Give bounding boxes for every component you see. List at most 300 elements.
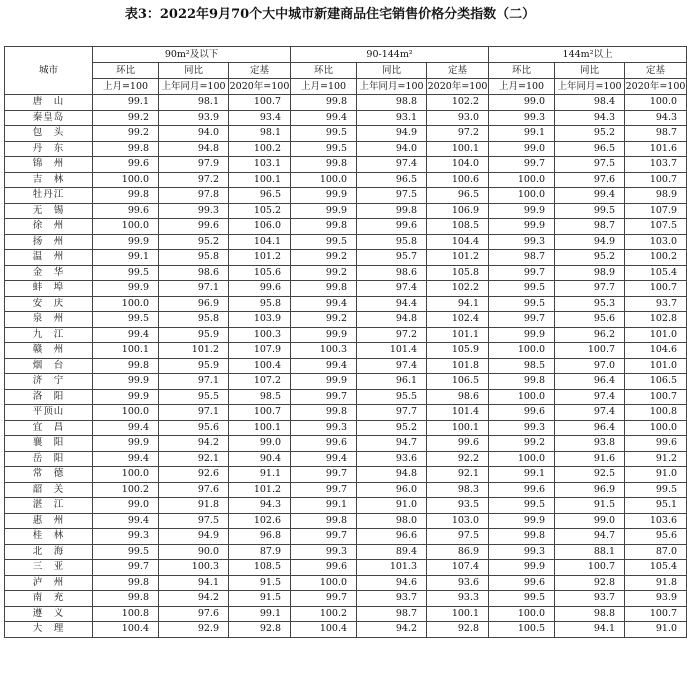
index-value-cell: 95.5 bbox=[159, 389, 229, 405]
index-value-cell: 91.8 bbox=[625, 575, 687, 591]
index-value-cell: 99.9 bbox=[489, 203, 555, 219]
table-row bbox=[5, 498, 687, 514]
index-value-cell: 99.3 bbox=[489, 110, 555, 126]
index-value-cell: 98.7 bbox=[489, 250, 555, 266]
index-value-cell: 92.9 bbox=[159, 622, 229, 638]
index-value-cell: 101.4 bbox=[357, 343, 427, 359]
index-value-cell: 99.8 bbox=[489, 529, 555, 545]
index-value-cell: 99.4 bbox=[93, 327, 159, 343]
city-name-cell: 韶 关 bbox=[5, 482, 93, 498]
table-row bbox=[5, 157, 687, 173]
index-value-cell: 100.0 bbox=[489, 172, 555, 188]
index-value-cell: 97.1 bbox=[159, 281, 229, 297]
index-value-cell: 94.9 bbox=[159, 529, 229, 545]
index-value-cell: 99.8 bbox=[291, 405, 357, 421]
index-value-cell: 94.3 bbox=[625, 110, 687, 126]
index-value-cell: 99.8 bbox=[93, 188, 159, 204]
city-name-cell: 泉 州 bbox=[5, 312, 93, 328]
index-value-cell: 99.9 bbox=[489, 219, 555, 235]
index-value-cell: 99.8 bbox=[93, 358, 159, 374]
index-value-cell: 99.8 bbox=[291, 157, 357, 173]
index-value-cell: 99.9 bbox=[93, 436, 159, 452]
table-row bbox=[5, 250, 687, 266]
index-value-cell: 97.8 bbox=[159, 188, 229, 204]
index-value-cell: 95.8 bbox=[229, 296, 291, 312]
index-value-cell: 96.8 bbox=[229, 529, 291, 545]
index-value-cell: 95.2 bbox=[159, 234, 229, 250]
index-value-cell: 97.9 bbox=[159, 157, 229, 173]
city-name-cell: 大 理 bbox=[5, 622, 93, 638]
index-value-cell: 100.2 bbox=[229, 141, 291, 157]
index-value-cell: 107.9 bbox=[229, 343, 291, 359]
header-sub-label: 同比 bbox=[555, 63, 625, 79]
index-value-cell: 94.9 bbox=[555, 234, 625, 250]
index-value-cell: 99.8 bbox=[291, 219, 357, 235]
index-value-cell: 95.9 bbox=[159, 358, 229, 374]
table-row bbox=[5, 591, 687, 607]
index-value-cell: 107.9 bbox=[625, 203, 687, 219]
index-value-cell: 97.7 bbox=[357, 405, 427, 421]
city-name-cell: 宜 昌 bbox=[5, 420, 93, 436]
index-value-cell: 99.6 bbox=[357, 219, 427, 235]
index-value-cell: 90.4 bbox=[229, 451, 291, 467]
index-value-cell: 100.0 bbox=[489, 389, 555, 405]
index-value-cell: 94.9 bbox=[357, 126, 427, 142]
index-value-cell: 93.0 bbox=[427, 110, 489, 126]
index-value-cell: 95.6 bbox=[625, 529, 687, 545]
index-value-cell: 99.5 bbox=[291, 126, 357, 142]
index-value-cell: 86.9 bbox=[427, 544, 489, 560]
city-name-cell: 丹 东 bbox=[5, 141, 93, 157]
index-value-cell: 103.9 bbox=[229, 312, 291, 328]
index-value-cell: 99.5 bbox=[489, 498, 555, 514]
index-value-cell: 100.3 bbox=[229, 327, 291, 343]
index-value-cell: 92.1 bbox=[159, 451, 229, 467]
header-group-small: 90m²及以下 bbox=[93, 47, 291, 63]
index-value-cell: 98.7 bbox=[357, 606, 427, 622]
index-value-cell: 97.4 bbox=[357, 358, 427, 374]
index-value-cell: 99.0 bbox=[555, 513, 625, 529]
table-header bbox=[5, 47, 687, 95]
index-value-cell: 99.3 bbox=[93, 529, 159, 545]
table-row bbox=[5, 374, 687, 390]
city-name-cell: 襄 阳 bbox=[5, 436, 93, 452]
index-value-cell: 99.7 bbox=[291, 591, 357, 607]
index-value-cell: 96.2 bbox=[555, 327, 625, 343]
table-row bbox=[5, 606, 687, 622]
index-value-cell: 95.1 bbox=[625, 498, 687, 514]
index-value-cell: 107.2 bbox=[229, 374, 291, 390]
index-value-cell: 107.5 bbox=[625, 219, 687, 235]
city-name-cell: 北 海 bbox=[5, 544, 93, 560]
index-value-cell: 99.3 bbox=[489, 234, 555, 250]
table-row bbox=[5, 343, 687, 359]
index-value-cell: 102.2 bbox=[427, 95, 489, 111]
index-value-cell: 100.1 bbox=[93, 343, 159, 359]
index-value-cell: 108.5 bbox=[427, 219, 489, 235]
header-sub-label: 定基 bbox=[427, 63, 489, 79]
index-value-cell: 99.4 bbox=[291, 451, 357, 467]
index-value-cell: 99.9 bbox=[93, 234, 159, 250]
index-value-cell: 99.9 bbox=[489, 327, 555, 343]
index-value-cell: 99.1 bbox=[93, 95, 159, 111]
index-value-cell: 94.7 bbox=[555, 529, 625, 545]
index-value-cell: 99.5 bbox=[291, 141, 357, 157]
index-value-cell: 97.2 bbox=[427, 126, 489, 142]
index-value-cell: 88.1 bbox=[555, 544, 625, 560]
index-value-cell: 94.6 bbox=[357, 575, 427, 591]
index-value-cell: 99.9 bbox=[291, 188, 357, 204]
index-value-cell: 93.9 bbox=[159, 110, 229, 126]
price-index-table bbox=[4, 46, 687, 638]
index-value-cell: 97.4 bbox=[555, 389, 625, 405]
index-value-cell: 97.5 bbox=[357, 188, 427, 204]
city-name-cell: 锦 州 bbox=[5, 157, 93, 173]
index-value-cell: 93.1 bbox=[357, 110, 427, 126]
index-value-cell: 93.7 bbox=[555, 591, 625, 607]
index-value-cell: 105.8 bbox=[427, 265, 489, 281]
index-value-cell: 98.1 bbox=[229, 126, 291, 142]
index-value-cell: 99.5 bbox=[555, 203, 625, 219]
index-value-cell: 99.3 bbox=[291, 420, 357, 436]
header-sub-label: 同比 bbox=[357, 63, 427, 79]
index-value-cell: 99.7 bbox=[489, 157, 555, 173]
table-row bbox=[5, 544, 687, 560]
header-base-label: 上年同月=100 bbox=[357, 79, 427, 95]
index-value-cell: 100.0 bbox=[625, 420, 687, 436]
table-row bbox=[5, 529, 687, 545]
table-row bbox=[5, 219, 687, 235]
index-value-cell: 95.8 bbox=[159, 312, 229, 328]
index-value-cell: 100.7 bbox=[625, 389, 687, 405]
header-base-label: 上月=100 bbox=[489, 79, 555, 95]
index-value-cell: 92.8 bbox=[229, 622, 291, 638]
city-name-cell: 金 华 bbox=[5, 265, 93, 281]
city-name-cell: 烟 台 bbox=[5, 358, 93, 374]
index-value-cell: 100.6 bbox=[427, 172, 489, 188]
index-value-cell: 99.7 bbox=[291, 529, 357, 545]
index-value-cell: 100.4 bbox=[229, 358, 291, 374]
index-value-cell: 96.0 bbox=[357, 482, 427, 498]
index-value-cell: 100.3 bbox=[159, 560, 229, 576]
city-name-cell: 遵 义 bbox=[5, 606, 93, 622]
index-value-cell: 103.7 bbox=[625, 157, 687, 173]
table-row bbox=[5, 172, 687, 188]
index-value-cell: 94.3 bbox=[229, 498, 291, 514]
index-value-cell: 100.0 bbox=[291, 575, 357, 591]
index-value-cell: 97.7 bbox=[555, 281, 625, 297]
index-value-cell: 99.8 bbox=[93, 591, 159, 607]
index-value-cell: 100.7 bbox=[229, 95, 291, 111]
index-value-cell: 105.4 bbox=[625, 265, 687, 281]
city-name-cell: 牡丹江 bbox=[5, 188, 93, 204]
index-value-cell: 93.7 bbox=[357, 591, 427, 607]
index-value-cell: 97.5 bbox=[427, 529, 489, 545]
index-value-cell: 92.2 bbox=[427, 451, 489, 467]
index-value-cell: 94.0 bbox=[159, 126, 229, 142]
city-name-cell: 徐 州 bbox=[5, 219, 93, 235]
city-name-cell: 济 宁 bbox=[5, 374, 93, 390]
header-sub-row bbox=[5, 63, 687, 79]
index-value-cell: 98.9 bbox=[555, 265, 625, 281]
city-name-cell: 三 亚 bbox=[5, 560, 93, 576]
index-value-cell: 105.4 bbox=[625, 560, 687, 576]
index-value-cell: 100.2 bbox=[93, 482, 159, 498]
index-value-cell: 99.2 bbox=[291, 312, 357, 328]
index-value-cell: 99.5 bbox=[93, 544, 159, 560]
index-value-cell: 91.6 bbox=[555, 451, 625, 467]
city-name-cell: 唐 山 bbox=[5, 95, 93, 111]
index-value-cell: 106.9 bbox=[427, 203, 489, 219]
index-value-cell: 96.5 bbox=[229, 188, 291, 204]
index-value-cell: 100.1 bbox=[427, 606, 489, 622]
index-value-cell: 101.4 bbox=[427, 405, 489, 421]
index-value-cell: 101.8 bbox=[427, 358, 489, 374]
index-value-cell: 100.0 bbox=[93, 172, 159, 188]
index-value-cell: 94.1 bbox=[427, 296, 489, 312]
index-value-cell: 99.4 bbox=[93, 420, 159, 436]
header-base-label: 2020年=100 bbox=[625, 79, 687, 95]
index-value-cell: 95.2 bbox=[555, 250, 625, 266]
index-value-cell: 101.3 bbox=[357, 560, 427, 576]
table-row bbox=[5, 327, 687, 343]
index-value-cell: 99.3 bbox=[291, 544, 357, 560]
index-value-cell: 99.1 bbox=[489, 467, 555, 483]
index-value-cell: 95.3 bbox=[555, 296, 625, 312]
index-value-cell: 94.1 bbox=[159, 575, 229, 591]
index-value-cell: 99.3 bbox=[159, 203, 229, 219]
index-value-cell: 100.0 bbox=[489, 451, 555, 467]
index-value-cell: 99.6 bbox=[229, 281, 291, 297]
index-value-cell: 91.2 bbox=[625, 451, 687, 467]
index-value-cell: 99.3 bbox=[489, 420, 555, 436]
city-name-cell: 泸 州 bbox=[5, 575, 93, 591]
index-value-cell: 99.8 bbox=[357, 203, 427, 219]
index-value-cell: 93.6 bbox=[357, 451, 427, 467]
city-name-cell: 岳 阳 bbox=[5, 451, 93, 467]
index-value-cell: 91.0 bbox=[625, 467, 687, 483]
index-value-cell: 87.9 bbox=[229, 544, 291, 560]
index-value-cell: 94.2 bbox=[357, 622, 427, 638]
index-value-cell: 97.0 bbox=[555, 358, 625, 374]
city-name-cell: 蚌 埠 bbox=[5, 281, 93, 297]
index-value-cell: 99.8 bbox=[291, 95, 357, 111]
index-value-cell: 96.6 bbox=[357, 529, 427, 545]
city-name-cell: 赣 州 bbox=[5, 343, 93, 359]
index-value-cell: 87.0 bbox=[625, 544, 687, 560]
index-value-cell: 99.4 bbox=[291, 358, 357, 374]
index-value-cell: 100.2 bbox=[291, 606, 357, 622]
index-value-cell: 99.6 bbox=[489, 405, 555, 421]
header-base-label: 上年同月=100 bbox=[555, 79, 625, 95]
index-value-cell: 99.9 bbox=[93, 281, 159, 297]
table-body bbox=[5, 95, 687, 638]
index-value-cell: 99.9 bbox=[489, 560, 555, 576]
city-name-cell: 南 充 bbox=[5, 591, 93, 607]
index-value-cell: 99.4 bbox=[93, 513, 159, 529]
index-value-cell: 100.2 bbox=[625, 250, 687, 266]
index-value-cell: 94.8 bbox=[357, 312, 427, 328]
index-value-cell: 92.8 bbox=[555, 575, 625, 591]
index-value-cell: 93.8 bbox=[555, 436, 625, 452]
city-name-cell: 秦皇岛 bbox=[5, 110, 93, 126]
header-base-label: 上月=100 bbox=[93, 79, 159, 95]
index-value-cell: 98.8 bbox=[555, 606, 625, 622]
index-value-cell: 100.0 bbox=[291, 172, 357, 188]
index-value-cell: 100.0 bbox=[93, 296, 159, 312]
index-value-cell: 99.0 bbox=[229, 436, 291, 452]
index-value-cell: 99.5 bbox=[489, 296, 555, 312]
table-row bbox=[5, 389, 687, 405]
city-name-cell: 洛 阳 bbox=[5, 389, 93, 405]
index-value-cell: 91.5 bbox=[229, 591, 291, 607]
city-name-cell: 桂 林 bbox=[5, 529, 93, 545]
index-value-cell: 99.5 bbox=[489, 591, 555, 607]
header-sub-label: 环比 bbox=[93, 63, 159, 79]
index-value-cell: 94.2 bbox=[159, 591, 229, 607]
index-value-cell: 100.7 bbox=[555, 560, 625, 576]
index-value-cell: 105.9 bbox=[427, 343, 489, 359]
index-value-cell: 95.8 bbox=[357, 234, 427, 250]
index-value-cell: 101.2 bbox=[427, 250, 489, 266]
index-value-cell: 101.2 bbox=[159, 343, 229, 359]
index-value-cell: 99.9 bbox=[291, 203, 357, 219]
index-value-cell: 102.6 bbox=[229, 513, 291, 529]
index-value-cell: 98.1 bbox=[159, 95, 229, 111]
index-value-cell: 98.7 bbox=[625, 126, 687, 142]
index-value-cell: 106.0 bbox=[229, 219, 291, 235]
index-value-cell: 99.7 bbox=[291, 389, 357, 405]
index-value-cell: 99.9 bbox=[291, 374, 357, 390]
index-value-cell: 91.5 bbox=[555, 498, 625, 514]
index-value-cell: 98.9 bbox=[625, 188, 687, 204]
city-name-cell: 吉 林 bbox=[5, 172, 93, 188]
index-value-cell: 99.6 bbox=[489, 482, 555, 498]
index-value-cell: 99.1 bbox=[93, 250, 159, 266]
index-value-cell: 99.6 bbox=[93, 203, 159, 219]
header-base-row bbox=[5, 79, 687, 95]
index-value-cell: 100.1 bbox=[229, 420, 291, 436]
index-value-cell: 97.4 bbox=[357, 157, 427, 173]
index-value-cell: 98.0 bbox=[357, 513, 427, 529]
index-value-cell: 97.1 bbox=[159, 405, 229, 421]
table-row bbox=[5, 622, 687, 638]
index-value-cell: 100.5 bbox=[489, 622, 555, 638]
index-value-cell: 104.4 bbox=[427, 234, 489, 250]
index-value-cell: 93.7 bbox=[625, 296, 687, 312]
index-value-cell: 97.1 bbox=[159, 374, 229, 390]
header-sub-label: 同比 bbox=[159, 63, 229, 79]
index-value-cell: 97.4 bbox=[357, 281, 427, 297]
index-value-cell: 100.1 bbox=[427, 141, 489, 157]
table-row bbox=[5, 575, 687, 591]
index-value-cell: 93.5 bbox=[427, 498, 489, 514]
index-value-cell: 102.2 bbox=[427, 281, 489, 297]
index-value-cell: 100.7 bbox=[625, 281, 687, 297]
index-value-cell: 96.4 bbox=[555, 420, 625, 436]
index-value-cell: 99.2 bbox=[93, 126, 159, 142]
index-value-cell: 93.9 bbox=[625, 591, 687, 607]
index-value-cell: 99.2 bbox=[93, 110, 159, 126]
index-value-cell: 101.2 bbox=[229, 482, 291, 498]
index-value-cell: 99.4 bbox=[93, 451, 159, 467]
index-value-cell: 99.8 bbox=[489, 374, 555, 390]
index-value-cell: 97.2 bbox=[159, 172, 229, 188]
index-value-cell: 100.7 bbox=[625, 172, 687, 188]
index-value-cell: 94.3 bbox=[555, 110, 625, 126]
index-value-cell: 95.9 bbox=[159, 327, 229, 343]
index-value-cell: 98.5 bbox=[489, 358, 555, 374]
index-value-cell: 100.1 bbox=[427, 420, 489, 436]
index-value-cell: 91.5 bbox=[229, 575, 291, 591]
city-name-cell: 平顶山 bbox=[5, 405, 93, 421]
index-value-cell: 108.5 bbox=[229, 560, 291, 576]
index-value-cell: 95.2 bbox=[555, 126, 625, 142]
index-value-cell: 99.7 bbox=[489, 312, 555, 328]
city-name-cell: 无 锡 bbox=[5, 203, 93, 219]
header-sub-label: 环比 bbox=[291, 63, 357, 79]
index-value-cell: 101.0 bbox=[625, 327, 687, 343]
index-value-cell: 92.8 bbox=[427, 622, 489, 638]
index-value-cell: 97.6 bbox=[159, 606, 229, 622]
index-value-cell: 96.5 bbox=[357, 172, 427, 188]
index-value-cell: 96.5 bbox=[555, 141, 625, 157]
index-value-cell: 91.0 bbox=[625, 622, 687, 638]
index-value-cell: 97.5 bbox=[555, 157, 625, 173]
index-value-cell: 99.6 bbox=[427, 436, 489, 452]
index-value-cell: 102.8 bbox=[625, 312, 687, 328]
index-value-cell: 100.7 bbox=[229, 405, 291, 421]
header-group-medium: 90-144m² bbox=[291, 47, 489, 63]
index-value-cell: 106.5 bbox=[625, 374, 687, 390]
index-value-cell: 99.6 bbox=[93, 157, 159, 173]
index-value-cell: 98.3 bbox=[427, 482, 489, 498]
index-value-cell: 99.9 bbox=[489, 513, 555, 529]
index-value-cell: 96.5 bbox=[427, 188, 489, 204]
index-value-cell: 98.6 bbox=[357, 265, 427, 281]
index-value-cell: 96.9 bbox=[555, 482, 625, 498]
index-value-cell: 92.6 bbox=[159, 467, 229, 483]
index-value-cell: 96.4 bbox=[555, 374, 625, 390]
index-value-cell: 98.4 bbox=[555, 95, 625, 111]
index-value-cell: 104.0 bbox=[427, 157, 489, 173]
city-name-cell: 湛 江 bbox=[5, 498, 93, 514]
table-row bbox=[5, 482, 687, 498]
table-title: 表3：2022年9月70个大中城市新建商品住宅销售价格分类指数（二） bbox=[124, 7, 536, 22]
table-row bbox=[5, 560, 687, 576]
index-value-cell: 94.1 bbox=[555, 622, 625, 638]
index-value-cell: 100.1 bbox=[229, 172, 291, 188]
index-value-cell: 95.6 bbox=[555, 312, 625, 328]
table-row bbox=[5, 467, 687, 483]
index-value-cell: 97.6 bbox=[555, 172, 625, 188]
table-row bbox=[5, 234, 687, 250]
index-value-cell: 101.2 bbox=[229, 250, 291, 266]
index-value-cell: 99.7 bbox=[489, 265, 555, 281]
index-value-cell: 95.7 bbox=[357, 250, 427, 266]
header-base-label: 2020年=100 bbox=[427, 79, 489, 95]
index-value-cell: 100.0 bbox=[625, 95, 687, 111]
index-value-cell: 98.6 bbox=[159, 265, 229, 281]
index-value-cell: 91.8 bbox=[159, 498, 229, 514]
index-value-cell: 94.8 bbox=[357, 467, 427, 483]
index-value-cell: 98.8 bbox=[357, 95, 427, 111]
index-value-cell: 100.0 bbox=[489, 606, 555, 622]
city-name-cell: 常 德 bbox=[5, 467, 93, 483]
index-value-cell: 99.1 bbox=[489, 126, 555, 142]
table-row bbox=[5, 126, 687, 142]
city-name-cell: 九 江 bbox=[5, 327, 93, 343]
